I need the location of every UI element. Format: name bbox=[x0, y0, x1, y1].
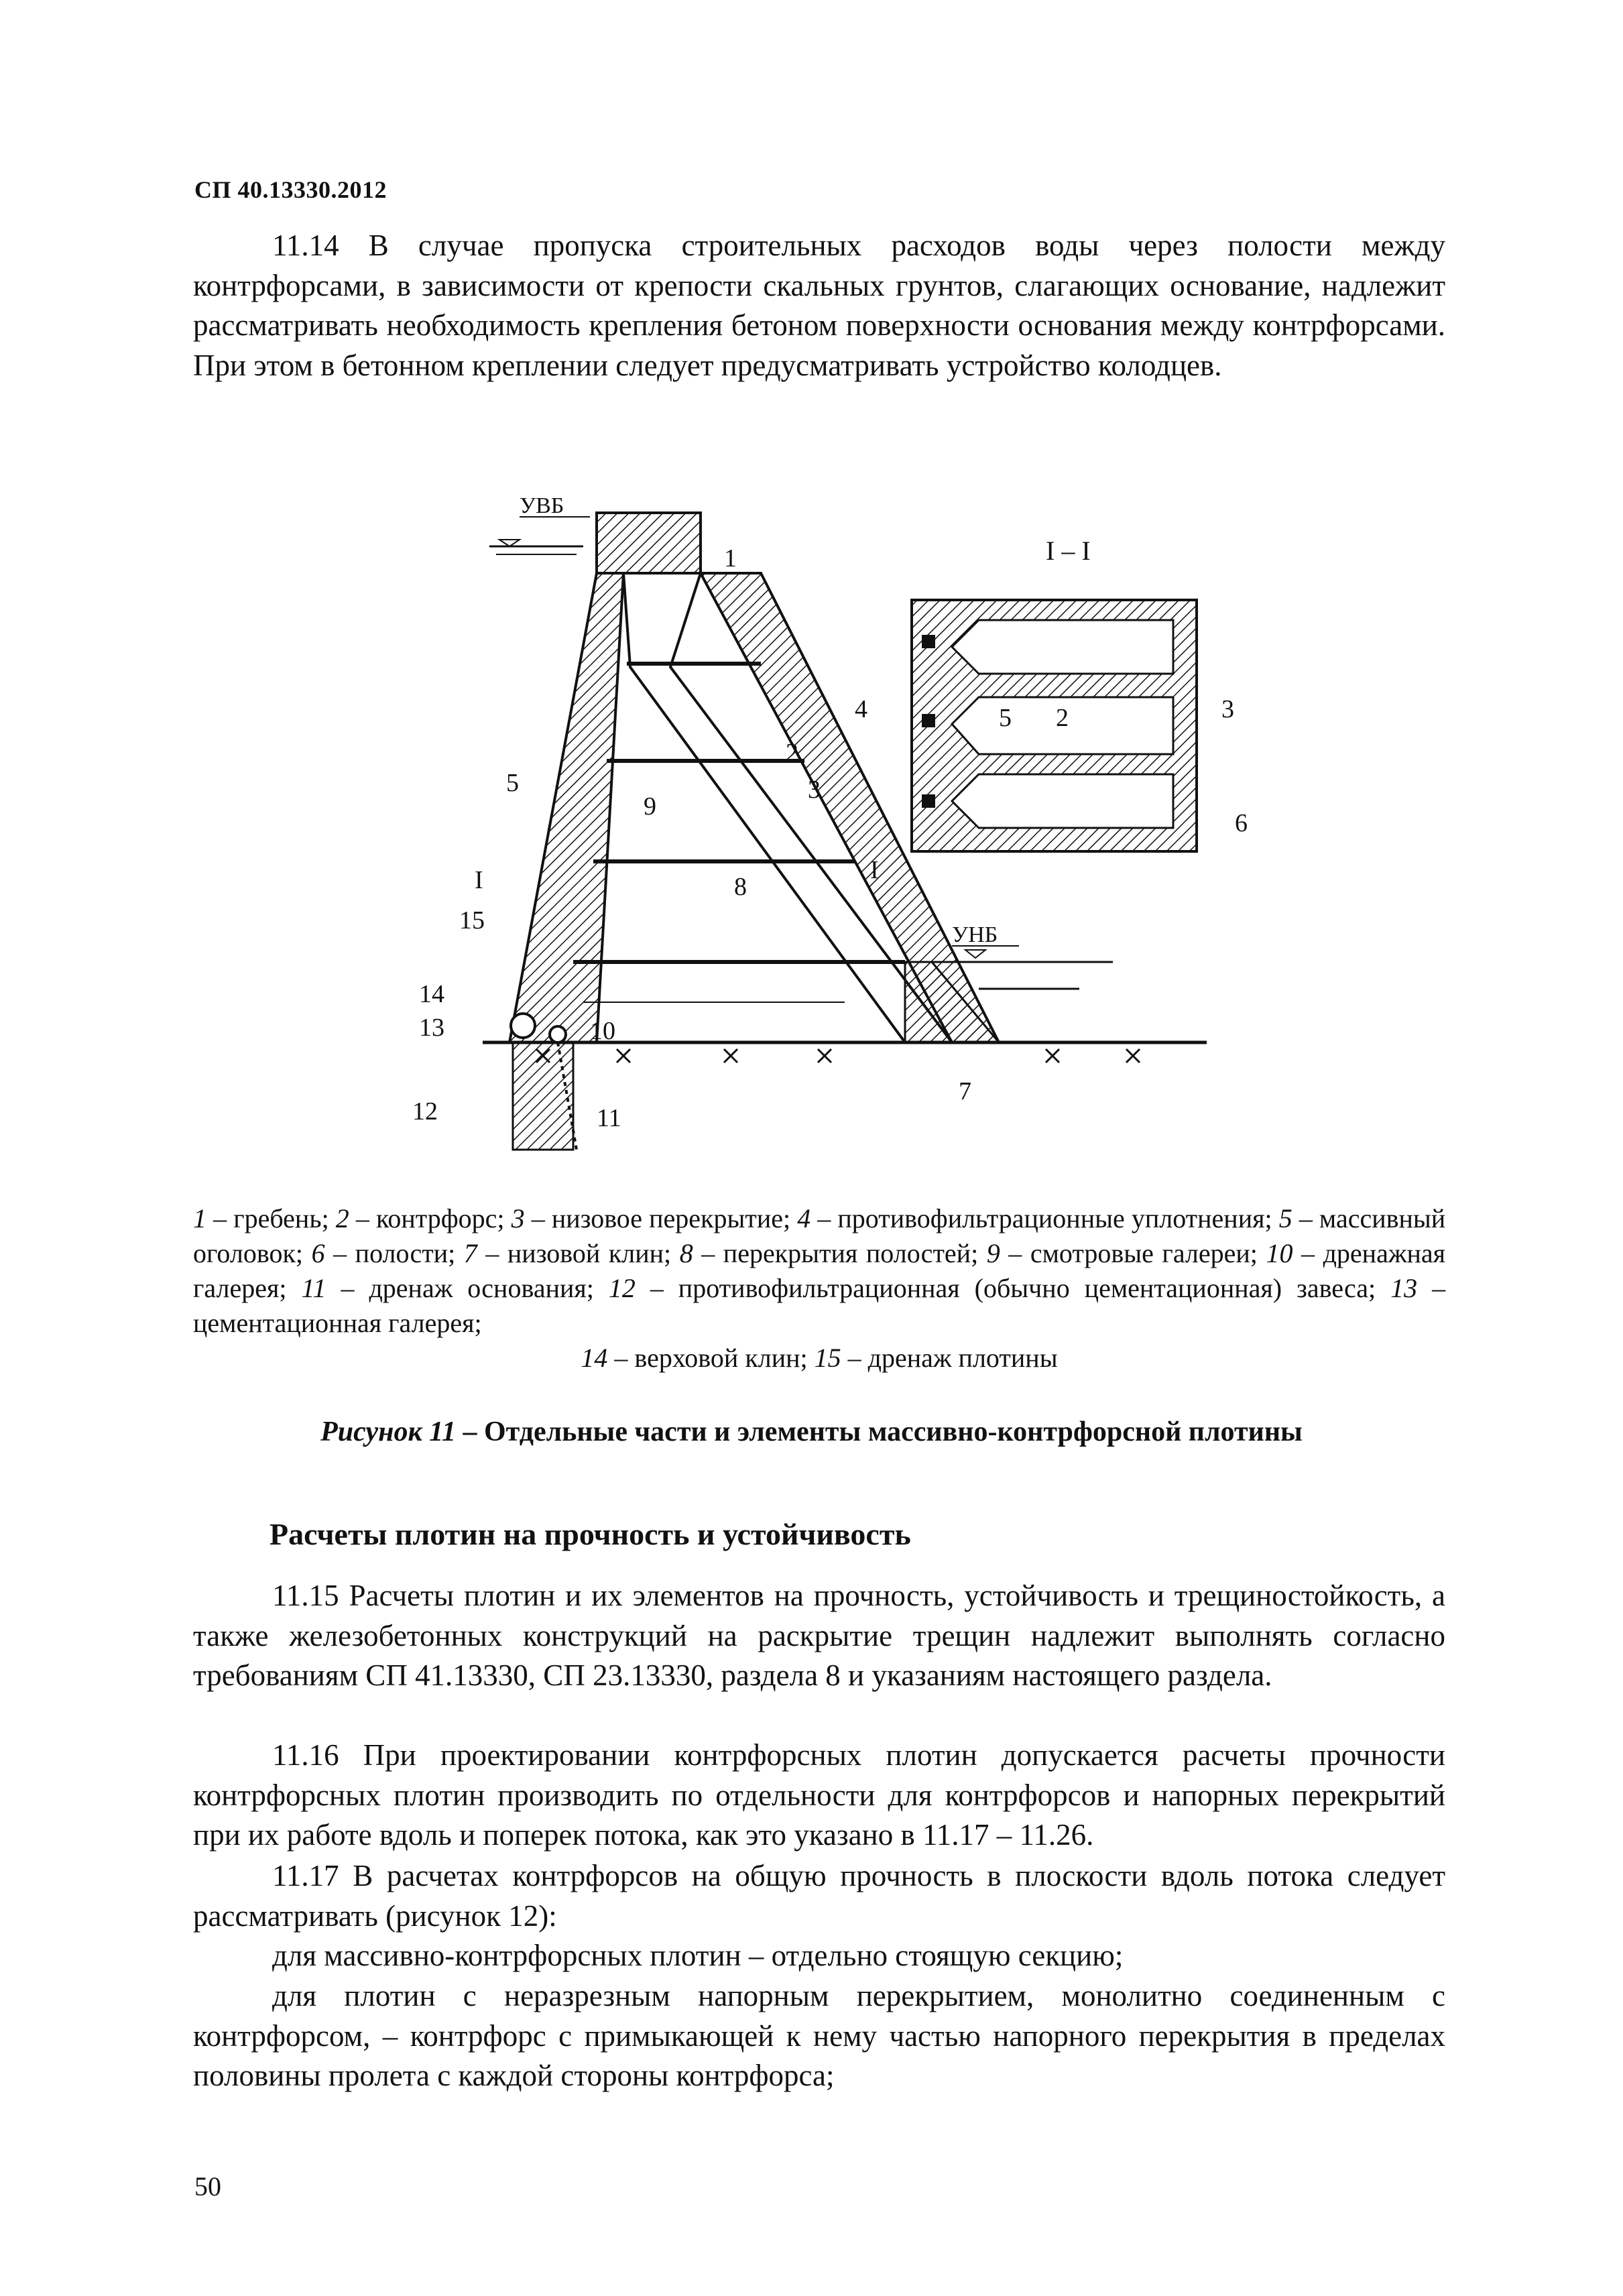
legend-text-1: гребень; bbox=[233, 1203, 329, 1233]
massive-head bbox=[509, 573, 623, 1042]
legend-text-15: дренаж плотины bbox=[867, 1343, 1058, 1373]
legend-num-2: 2 bbox=[335, 1203, 349, 1233]
legend-text-4: противофильтрационные уплотнения; bbox=[837, 1203, 1272, 1233]
paragraph-11-16-text: 11.16 При проектировании контрфорсных плотин допускается расчеты прочности контрфорсных плотин производить по отдельности для контрфорсов и напорных перекрытий при их работе вдоль и поперек потока, как это указано в 11.17 – 11.26. bbox=[193, 1738, 1445, 1852]
legend-text-3: низовое перекрытие; bbox=[551, 1203, 791, 1233]
legend-num-9: 9 bbox=[986, 1238, 1000, 1268]
legend-text-12: противофильтрационная (обычно цементационная) завеса; bbox=[678, 1273, 1376, 1303]
cementation-gallery bbox=[511, 1014, 535, 1038]
list-item bbox=[193, 1936, 1445, 1976]
legend-text-14: верховой клин; bbox=[634, 1343, 808, 1373]
legend-text-5: массивный оголовок; bbox=[193, 1203, 1446, 1268]
legend-num-7: 7 bbox=[463, 1238, 477, 1268]
legend-text-2: контрфорс; bbox=[375, 1203, 505, 1233]
figure-caption bbox=[0, 1416, 1623, 1448]
legend-num-10: 10 bbox=[1266, 1238, 1293, 1268]
legend-num-3: 3 bbox=[511, 1203, 525, 1233]
section-I-I bbox=[855, 536, 1248, 851]
paragraph-11-17 bbox=[193, 1856, 1445, 1936]
legend-num-8: 8 bbox=[679, 1238, 693, 1268]
caption-text: – Отдельные части и элементы массивно-контрфорсной плотины bbox=[463, 1416, 1303, 1447]
legend-text-8: перекрытия полостей; bbox=[723, 1238, 979, 1268]
label-5-section: 5 bbox=[999, 704, 1012, 732]
legend-num-13: 13 bbox=[1390, 1273, 1418, 1303]
label-4: 4 bbox=[855, 695, 867, 723]
list-item-2-text: для плотин с неразрезным напорным перекрытием, монолитно соединенным с контрфорсом, – контрфорс с примыкающей к нему частью напорного перекрытия в пределах половины пролета с каждой стороны контрфорса; bbox=[193, 1979, 1445, 2092]
unb-label: УНБ bbox=[952, 922, 998, 947]
legend-num-5: 5 bbox=[1278, 1203, 1293, 1233]
legend-text-10: дренажная галерея; bbox=[193, 1238, 1446, 1303]
paragraph-11-16 bbox=[193, 1736, 1445, 1856]
drainage-gallery bbox=[550, 1026, 566, 1042]
label-15: 15 bbox=[459, 906, 485, 934]
section-mark-right: I bbox=[870, 856, 879, 884]
label-11: 11 bbox=[597, 1104, 621, 1132]
legend-num-4: 4 bbox=[797, 1203, 811, 1233]
label-2: 2 bbox=[786, 739, 798, 767]
legend-text-7: низовой клин; bbox=[507, 1238, 672, 1268]
label-14: 14 bbox=[419, 980, 444, 1008]
grout-curtain bbox=[513, 1042, 573, 1150]
paragraph-11-14 bbox=[193, 226, 1445, 385]
label-1: 1 bbox=[724, 544, 737, 572]
paragraph-11-14-text: 11.14 В случае пропуска строительных расходов воды через полости между контрфорсами, в зависимости от крепости скальных грунтов, слагающих основание, надлежит рассматривать необходимость крепления бетоном поверхности основания между контрфорсами. При этом в бетонном креплении следует предусматривать устройство колодцев. bbox=[193, 229, 1445, 382]
dam-drawing bbox=[375, 493, 1301, 1176]
legend-num-15: 15 bbox=[814, 1343, 841, 1373]
paragraph-11-15 bbox=[193, 1576, 1445, 1696]
list-item bbox=[193, 1976, 1445, 2096]
page-number: 50 bbox=[194, 2171, 221, 2201]
label-12: 12 bbox=[412, 1097, 438, 1126]
section-heading: Расчеты плотин на прочность и устойчивость bbox=[269, 1517, 911, 1551]
legend-num-11: 11 bbox=[301, 1273, 326, 1303]
figure-legend: 1 – гребень; 2 – контрфорс; 3 – низовое перекрытие; 4 – противофильтрационные уплотнения; 5 – массивный оголовок; 6 – полости; 7 – низовой клин; 8 – перекрытия полостей; 9 – смотровые галереи; 10 – дренажная галерея; 11 – дренаж основания; 12 – противофильтрационная (обычно цементационная) завеса; 13 – цементационная галерея; 14 – верховой клин; 15 – дренаж плотины bbox=[193, 1203, 1446, 1373]
label-7: 7 bbox=[959, 1077, 971, 1105]
caption-label: Рисунок 11 bbox=[320, 1416, 456, 1447]
upstream-water-level bbox=[489, 493, 590, 554]
label-9: 9 bbox=[644, 792, 656, 821]
uvb-label: УВБ bbox=[520, 493, 564, 518]
label-3-section: 3 bbox=[1221, 695, 1234, 723]
legend-text-13: цементационная галерея; bbox=[193, 1308, 482, 1338]
label-6: 6 bbox=[1235, 809, 1248, 837]
label-3: 3 bbox=[808, 776, 821, 804]
paragraph-11-17-text: 11.17 В расчетах контрфорсов на общую прочность в плоскости вдоль потока следует рассматривать (рисунок 12): bbox=[193, 1859, 1445, 1933]
section-title: I – I bbox=[1046, 536, 1091, 566]
paragraph-11-15-text: 11.15 Расчеты плотин и их элементов на прочность, устойчивость и трещиностойкость, а также железобетонных конструкций на раскрытие трещин надлежит выполнять согласно требованиям СП 41.13330, СП 23.13330, раздела 8 и указаниям настоящего раздела. bbox=[193, 1579, 1445, 1692]
legend-text-9: смотровые галереи; bbox=[1030, 1238, 1258, 1268]
label-8: 8 bbox=[734, 873, 747, 901]
legend-text-11: дренаж основания; bbox=[369, 1273, 594, 1303]
label-13: 13 bbox=[419, 1014, 444, 1042]
legend-text-6: полости; bbox=[355, 1238, 456, 1268]
legend-num-1: 1 bbox=[193, 1203, 206, 1233]
legend-num-12: 12 bbox=[608, 1273, 636, 1303]
label-5: 5 bbox=[506, 769, 519, 797]
label-10: 10 bbox=[590, 1017, 615, 1045]
crest bbox=[597, 513, 701, 573]
document-code-header: СП 40.13330.2012 bbox=[194, 176, 387, 203]
legend-num-14: 14 bbox=[581, 1343, 608, 1373]
legend-num-6: 6 bbox=[311, 1238, 325, 1268]
list-item-1-text: для массивно-контрфорсных плотин – отдельно стоящую секцию; bbox=[272, 1939, 1124, 1972]
label-2-section: 2 bbox=[1056, 704, 1069, 732]
section-mark-left: I bbox=[475, 866, 483, 894]
figure-11-dam-diagram bbox=[375, 493, 1301, 1180]
